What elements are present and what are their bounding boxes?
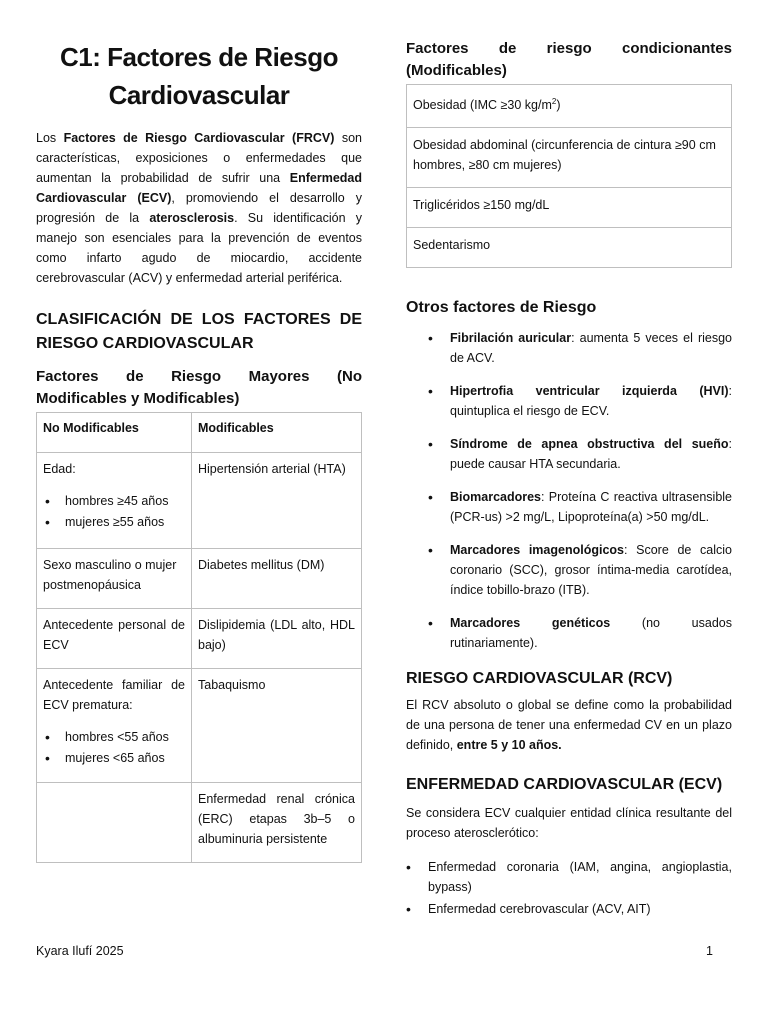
table-row: [37, 609, 362, 669]
ecv-heading: ENFERMEDAD CARDIOVASCULAR (ECV): [406, 776, 723, 794]
list-item: • hombres ≥45 años: [65, 491, 185, 512]
table-header-row: [37, 413, 362, 453]
table-cell: [37, 783, 192, 863]
table-cell: Tabaquismo: [192, 669, 362, 783]
major-factors-heading: Factores de Riesgo Mayores (No Modificables y Modificables): [36, 368, 362, 407]
other-factors-list: [406, 328, 732, 653]
table-cell: Obesidad (IMC ≥30 $kg/m^2$): [407, 85, 732, 128]
classification-heading: CLASIFICACIÓN DE LOS FACTORES DE RIESGO CARDIOVASCULAR: [36, 311, 362, 352]
ecv-list: [406, 857, 732, 919]
list-item: • Enfermedad coronaria (IAM, angina, angioplastia, bypass): [428, 857, 732, 897]
rcv-heading: RIESGO CARDIOVASCULAR (RCV): [406, 670, 673, 688]
table-cell: Enfermedad renal crónica (ERC) etapas 3b–5 o albuminuria persistente: [192, 783, 362, 863]
list-item: • hombres <55 años: [65, 727, 185, 748]
table-row: [407, 228, 732, 268]
list-item: • Marcadores imagenológicos: Score de calcio coronario (SCC), grosor íntima-media carotídea, índice tobillo-brazo (ITB).: [450, 540, 732, 600]
conditioning-factors-table: [406, 84, 732, 268]
list-item: • Biomarcadores: Proteína C reactiva ultrasensible (PCR-us) >2 mg/L, Lipoproteína(a) >50 mg/dL.: [450, 487, 732, 527]
table-cell: Obesidad abdominal (circunferencia de cintura ≥90 cm hombres, ≥80 cm mujeres): [407, 128, 732, 188]
table-cell: Diabetes mellitus (DM): [192, 549, 362, 609]
table-cell: Dislipidemia (LDL alto, HDL bajo): [192, 609, 362, 669]
table-row: [37, 669, 362, 783]
list-item: • mujeres <65 años: [65, 748, 185, 769]
table-cell: Sedentarismo: [407, 228, 732, 268]
list-item: • Marcadores genéticos (no usados rutinariamente).: [450, 613, 732, 653]
list-item: • Hipertrofia ventricular izquierda (HVI): quintuplica el riesgo de ECV.: [450, 381, 732, 421]
col-header-modificables: Modificables: [192, 413, 362, 453]
intro-paragraph: Los Factores de Riesgo Cardiovascular (FRCV) son características, exposiciones o enfermedades que aumentan la probabilidad de sufrir una Enfermedad Cardiovascular (ECV), promoviendo el desarrollo y progresión de la aterosclerosis. Su identificación y manejo son esenciales para la prevención de eventos como infarto agudo de miocardio, accidente cerebrovascular (ACV) y enfermedad arterial periférica.: [36, 131, 362, 285]
table-cell: Edad: • hombres ≥45 años • mujeres ≥55 años: [37, 453, 192, 549]
other-factors-heading: Otros factores de Riesgo: [406, 299, 597, 317]
rcv-paragraph: El RCV absoluto o global se define como la probabilidad de una persona de tener una enfermedad CV en un plazo definido, entre 5 y 10 años.: [406, 698, 732, 753]
list-item: • Enfermedad cerebrovascular (ACV, AIT): [428, 899, 732, 919]
list-item: • Fibrilación auricular: aumenta 5 veces el riesgo de ACV.: [450, 328, 732, 368]
table-row: [407, 85, 732, 128]
table-cell: Antecedente familiar de ECV prematura: • hombres <55 años • mujeres <65 años: [37, 669, 192, 783]
table-row: [407, 128, 732, 188]
footer-author: Kyara Ilufí 2025: [36, 944, 124, 958]
table-row: [37, 783, 362, 863]
table-row: [37, 453, 362, 549]
table-cell: Hipertensión arterial (HTA): [192, 453, 362, 549]
major-factors-table: [36, 412, 362, 863]
page-number: 1: [706, 944, 713, 958]
table-cell: Antecedente personal de ECV: [37, 609, 192, 669]
page-title: C1: Factores de Riesgo Cardiovascular: [60, 42, 338, 110]
table-row: [407, 188, 732, 228]
table-cell: Sexo masculino o mujer postmenopáusica: [37, 549, 192, 609]
table-cell: Triglicéridos ≥150 mg/dL: [407, 188, 732, 228]
conditioning-factors-heading: Factores de riesgo condicionantes (Modificables): [406, 40, 732, 79]
right-column: [406, 38, 732, 921]
list-item: • mujeres ≥55 años: [65, 512, 185, 533]
list-item: • Síndrome de apnea obstructiva del sueño: puede causar HTA secundaria.: [450, 434, 732, 474]
left-column: [36, 38, 362, 863]
col-header-no-modificables: No Modificables: [37, 413, 192, 453]
table-row: [37, 549, 362, 609]
ecv-paragraph: Se considera ECV cualquier entidad clínica resultante del proceso aterosclerótico:: [406, 806, 732, 841]
